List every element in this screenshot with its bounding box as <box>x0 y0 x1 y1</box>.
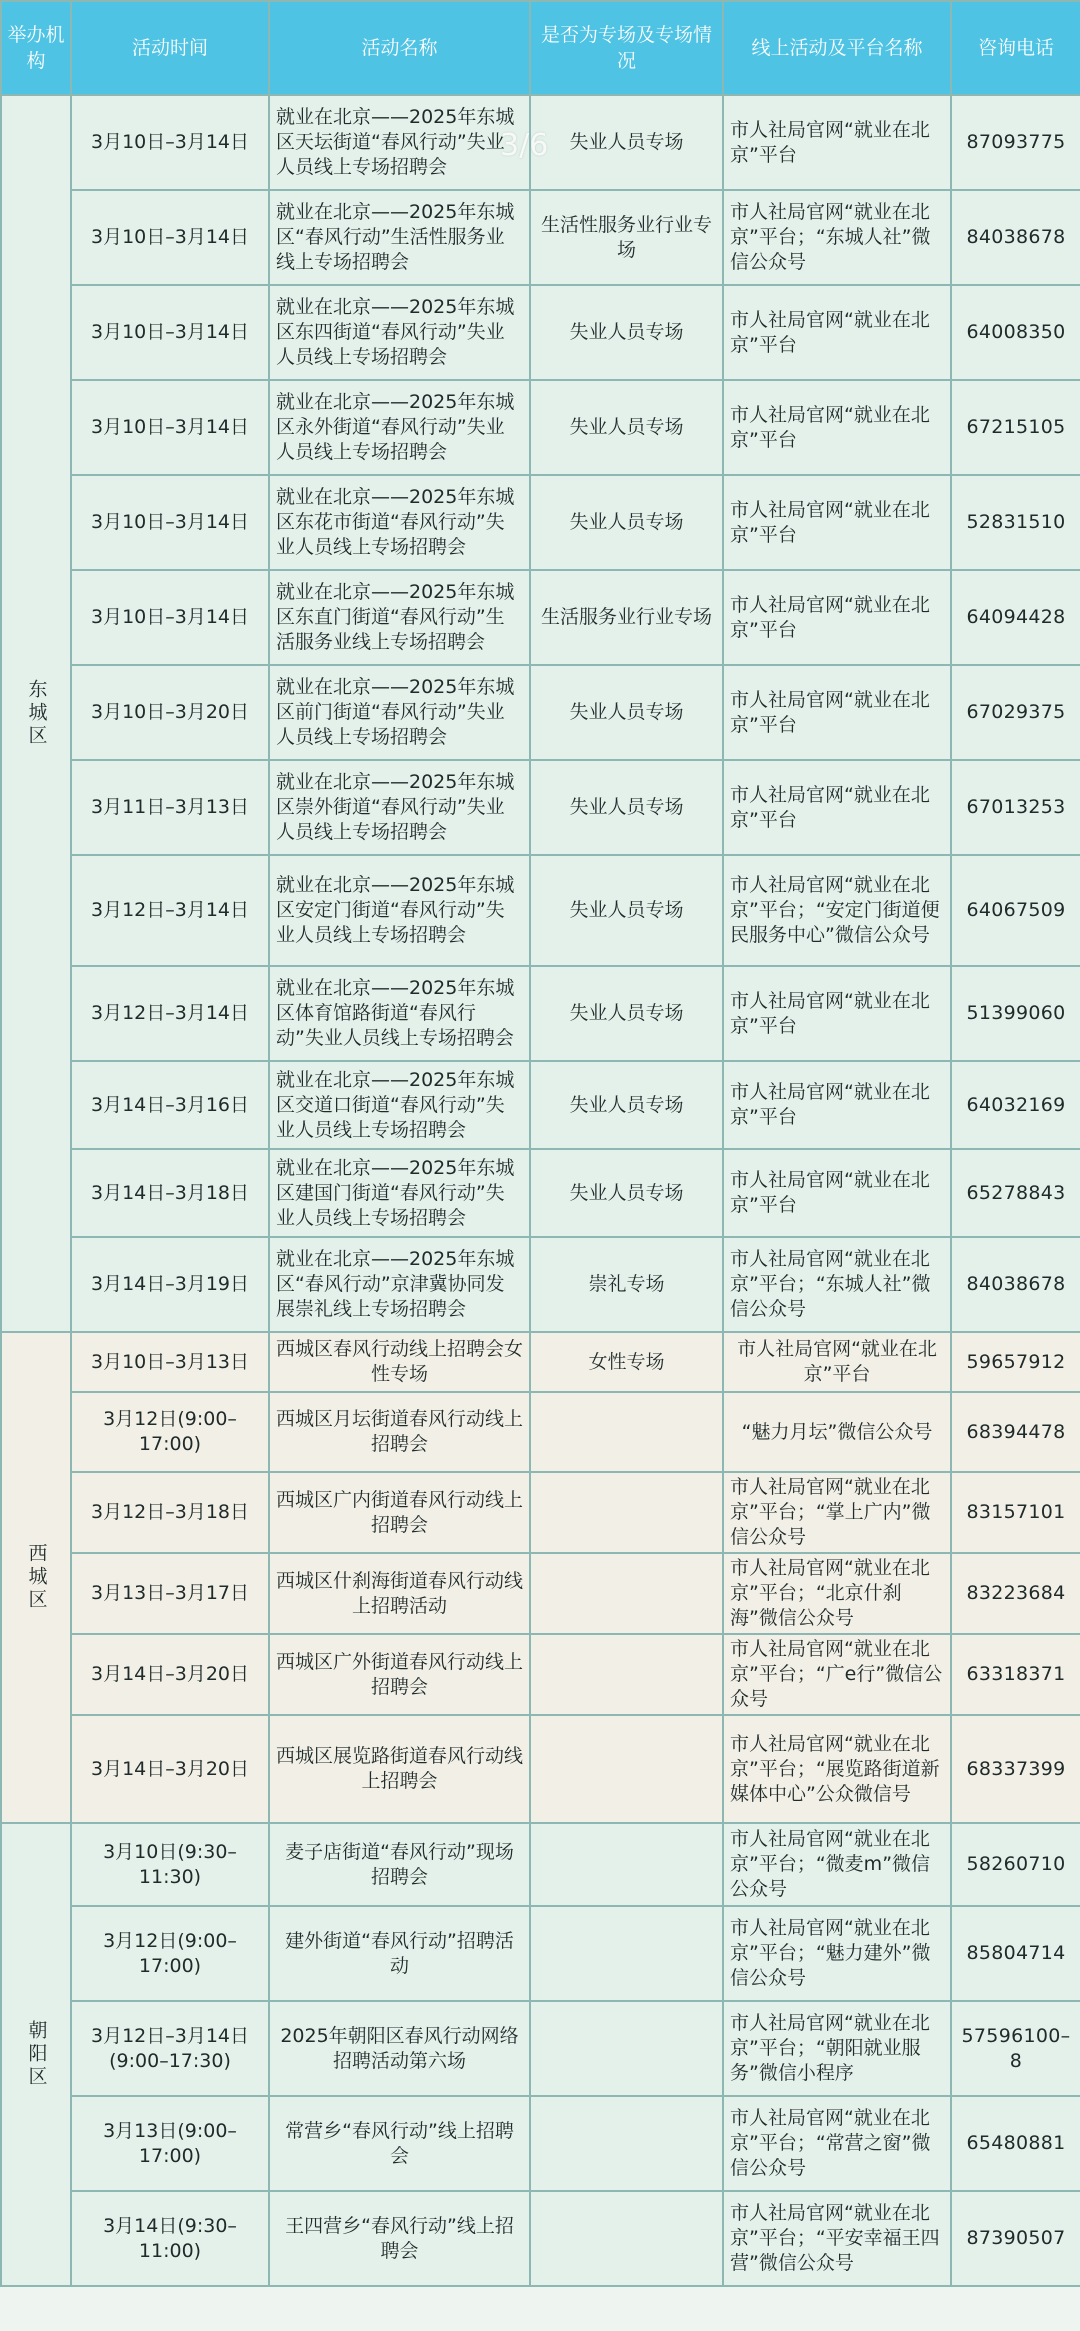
phone-cell: 87390507 <box>951 2191 1080 2286</box>
header-name: 活动名称 <box>269 1 530 95</box>
table-row <box>1 95 1080 190</box>
platform-cell: 市人社局官网“就业在北京”平台 <box>723 285 951 380</box>
name-cell: 西城区什刹海街道春风行动线上招聘活动 <box>269 1553 530 1634</box>
special-cell <box>530 1634 723 1715</box>
table-row <box>1 1392 1080 1472</box>
platform-cell: 市人社局官网“就业在北京”平台 <box>723 760 951 855</box>
special-cell: 崇礼专场 <box>530 1237 723 1332</box>
time-cell: 3月12日–3月18日 <box>71 1472 269 1553</box>
table-row <box>1 570 1080 665</box>
special-cell <box>530 2191 723 2286</box>
phone-cell: 67029375 <box>951 665 1080 760</box>
time-cell: 3月12日(9:00–17:00) <box>71 1392 269 1472</box>
time-cell: 3月12日–3月14日 <box>71 855 269 966</box>
special-cell <box>530 2001 723 2096</box>
time-cell: 3月12日(9:00–17:00) <box>71 1906 269 2001</box>
phone-cell: 64008350 <box>951 285 1080 380</box>
special-cell: 女性专场 <box>530 1332 723 1392</box>
time-cell: 3月14日(9:30–11:00) <box>71 2191 269 2286</box>
time-cell: 3月12日–3月14日(9:00–17:30) <box>71 2001 269 2096</box>
phone-cell: 57596100–8 <box>951 2001 1080 2096</box>
special-cell <box>530 1553 723 1634</box>
phone-cell: 64067509 <box>951 855 1080 966</box>
name-cell: 就业在北京——2025年东城区“春风行动”京津冀协同发展崇礼线上专场招聘会 <box>269 1237 530 1332</box>
time-cell: 3月10日–3月14日 <box>71 570 269 665</box>
phone-cell: 84038678 <box>951 190 1080 285</box>
platform-cell: 市人社局官网“就业在北京”平台 <box>723 1332 951 1392</box>
name-cell: 建外街道“春风行动”招聘活动 <box>269 1906 530 2001</box>
table-row <box>1 1553 1080 1634</box>
platform-cell: 市人社局官网“就业在北京”平台；“魅力建外”微信公众号 <box>723 1906 951 2001</box>
platform-cell: 市人社局官网“就业在北京”平台；“安定门街道便民服务中心”微信公众号 <box>723 855 951 966</box>
table-row <box>1 1061 1080 1149</box>
name-cell: 就业在北京——2025年东城区体育馆路街道“春风行动”失业人员线上专场招聘会 <box>269 966 530 1061</box>
time-cell: 3月13日–3月17日 <box>71 1553 269 1634</box>
special-cell <box>530 1472 723 1553</box>
name-cell: 就业在北京——2025年东城区永外街道“春风行动”失业人员线上专场招聘会 <box>269 380 530 475</box>
table-row <box>1 1906 1080 2001</box>
phone-cell: 65480881 <box>951 2096 1080 2191</box>
time-cell: 3月10日–3月14日 <box>71 475 269 570</box>
table-row <box>1 966 1080 1061</box>
table-row <box>1 1237 1080 1332</box>
table-row <box>1 285 1080 380</box>
platform-cell: 市人社局官网“就业在北京”平台 <box>723 1149 951 1237</box>
org-cell: 东城区 <box>1 95 71 1332</box>
phone-cell: 63318371 <box>951 1634 1080 1715</box>
name-cell: 麦子店街道“春风行动”现场招聘会 <box>269 1823 530 1906</box>
phone-cell: 84038678 <box>951 1237 1080 1332</box>
phone-cell: 67013253 <box>951 760 1080 855</box>
header-org: 举办机构 <box>1 1 71 95</box>
name-cell: 就业在北京——2025年东城区东花市街道“春风行动”失业人员线上专场招聘会 <box>269 475 530 570</box>
table-body <box>1 95 1080 2286</box>
special-cell: 失业人员专场 <box>530 855 723 966</box>
name-cell: 就业在北京——2025年东城区崇外街道“春风行动”失业人员线上专场招聘会 <box>269 760 530 855</box>
phone-cell: 83223684 <box>951 1553 1080 1634</box>
time-cell: 3月10日–3月20日 <box>71 665 269 760</box>
phone-cell: 68337399 <box>951 1715 1080 1823</box>
name-cell: 就业在北京——2025年东城区东直门街道“春风行动”生活服务业线上专场招聘会 <box>269 570 530 665</box>
table-row <box>1 1715 1080 1823</box>
name-cell: 常营乡“春风行动”线上招聘会 <box>269 2096 530 2191</box>
table-row <box>1 2096 1080 2191</box>
special-cell: 失业人员专场 <box>530 1149 723 1237</box>
time-cell: 3月13日(9:00–17:00) <box>71 2096 269 2191</box>
name-cell: 西城区广内街道春风行动线上招聘会 <box>269 1472 530 1553</box>
platform-cell: 市人社局官网“就业在北京”平台；“平安幸福王四营”微信公众号 <box>723 2191 951 2286</box>
name-cell: 就业在北京——2025年东城区安定门街道“春风行动”失业人员线上专场招聘会 <box>269 855 530 966</box>
header-time: 活动时间 <box>71 1 269 95</box>
name-cell: 西城区月坛街道春风行动线上招聘会 <box>269 1392 530 1472</box>
special-cell <box>530 1906 723 2001</box>
org-cell: 西城区 <box>1 1332 71 1823</box>
special-cell: 生活性服务业行业专场 <box>530 190 723 285</box>
special-cell: 生活服务业行业专场 <box>530 570 723 665</box>
time-cell: 3月14日–3月18日 <box>71 1149 269 1237</box>
platform-cell: 市人社局官网“就业在北京”平台 <box>723 570 951 665</box>
platform-cell: 市人社局官网“就业在北京”平台 <box>723 665 951 760</box>
name-cell: 就业在北京——2025年东城区“春风行动”生活性服务业线上专场招聘会 <box>269 190 530 285</box>
special-cell: 失业人员专场 <box>530 285 723 380</box>
table-row <box>1 380 1080 475</box>
special-cell: 失业人员专场 <box>530 966 723 1061</box>
platform-cell: 市人社局官网“就业在北京”平台；“北京什刹海”微信公众号 <box>723 1553 951 1634</box>
time-cell: 3月10日–3月14日 <box>71 285 269 380</box>
table-row <box>1 475 1080 570</box>
table-row <box>1 760 1080 855</box>
special-cell: 失业人员专场 <box>530 380 723 475</box>
name-cell: 就业在北京——2025年东城区交道口街道“春风行动”失业人员线上专场招聘会 <box>269 1061 530 1149</box>
table-row <box>1 1332 1080 1392</box>
table-row <box>1 190 1080 285</box>
special-cell: 失业人员专场 <box>530 1061 723 1149</box>
phone-cell: 83157101 <box>951 1472 1080 1553</box>
platform-cell: 市人社局官网“就业在北京”平台 <box>723 966 951 1061</box>
header-platform: 线上活动及平台名称 <box>723 1 951 95</box>
platform-cell: 市人社局官网“就业在北京”平台 <box>723 95 951 190</box>
phone-cell: 67215105 <box>951 380 1080 475</box>
phone-cell: 58260710 <box>951 1823 1080 1906</box>
phone-cell: 65278843 <box>951 1149 1080 1237</box>
phone-cell: 87093775 <box>951 95 1080 190</box>
table-row <box>1 1823 1080 1906</box>
time-cell: 3月14日–3月16日 <box>71 1061 269 1149</box>
platform-cell: 市人社局官网“就业在北京”平台；“东城人社”微信公众号 <box>723 190 951 285</box>
page-indicator: 3/6 <box>500 128 549 163</box>
platform-cell: “魅力月坛”微信公众号 <box>723 1392 951 1472</box>
table-header-row <box>1 1 1080 95</box>
table-row <box>1 1634 1080 1715</box>
name-cell: 就业在北京——2025年东城区东四街道“春风行动”失业人员线上专场招聘会 <box>269 285 530 380</box>
name-cell: 王四营乡“春风行动”线上招聘会 <box>269 2191 530 2286</box>
name-cell: 就业在北京——2025年东城区前门街道“春风行动”失业人员线上专场招聘会 <box>269 665 530 760</box>
time-cell: 3月10日(9:30–11:30) <box>71 1823 269 1906</box>
platform-cell: 市人社局官网“就业在北京”平台；“东城人社”微信公众号 <box>723 1237 951 1332</box>
table-row <box>1 2001 1080 2096</box>
platform-cell: 市人社局官网“就业在北京”平台；“广e行”微信公众号 <box>723 1634 951 1715</box>
platform-cell: 市人社局官网“就业在北京”平台 <box>723 475 951 570</box>
special-cell <box>530 1715 723 1823</box>
platform-cell: 市人社局官网“就业在北京”平台；“掌上广内”微信公众号 <box>723 1472 951 1553</box>
phone-cell: 85804714 <box>951 1906 1080 2001</box>
time-cell: 3月11日–3月13日 <box>71 760 269 855</box>
special-cell: 失业人员专场 <box>530 760 723 855</box>
time-cell: 3月10日–3月14日 <box>71 190 269 285</box>
org-cell: 朝阳区 <box>1 1823 71 2286</box>
phone-cell: 64094428 <box>951 570 1080 665</box>
platform-cell: 市人社局官网“就业在北京”平台；“展览路街道新媒体中心”公众微信号 <box>723 1715 951 1823</box>
phone-cell: 59657912 <box>951 1332 1080 1392</box>
time-cell: 3月10日–3月13日 <box>71 1332 269 1392</box>
time-cell: 3月14日–3月19日 <box>71 1237 269 1332</box>
phone-cell: 64032169 <box>951 1061 1080 1149</box>
name-cell: 西城区展览路街道春风行动线上招聘会 <box>269 1715 530 1823</box>
platform-cell: 市人社局官网“就业在北京”平台 <box>723 380 951 475</box>
time-cell: 3月14日–3月20日 <box>71 1715 269 1823</box>
table-row <box>1 1472 1080 1553</box>
name-cell: 就业在北京——2025年东城区建国门街道“春风行动”失业人员线上专场招聘会 <box>269 1149 530 1237</box>
name-cell: 就业在北京——2025年东城区天坛街道“春风行动”失业人员线上专场招聘会 <box>269 95 530 190</box>
special-cell: 失业人员专场 <box>530 475 723 570</box>
table-row <box>1 855 1080 966</box>
table-row <box>1 665 1080 760</box>
platform-cell: 市人社局官网“就业在北京”平台 <box>723 1061 951 1149</box>
special-cell <box>530 1392 723 1472</box>
time-cell: 3月14日–3月20日 <box>71 1634 269 1715</box>
special-cell <box>530 2096 723 2191</box>
time-cell: 3月12日–3月14日 <box>71 966 269 1061</box>
time-cell: 3月10日–3月14日 <box>71 95 269 190</box>
name-cell: 2025年朝阳区春风行动网络招聘活动第六场 <box>269 2001 530 2096</box>
phone-cell: 52831510 <box>951 475 1080 570</box>
platform-cell: 市人社局官网“就业在北京”平台；“常营之窗”微信公众号 <box>723 2096 951 2191</box>
special-cell: 失业人员专场 <box>530 665 723 760</box>
phone-cell: 68394478 <box>951 1392 1080 1472</box>
special-cell <box>530 1823 723 1906</box>
name-cell: 西城区春风行动线上招聘会女性专场 <box>269 1332 530 1392</box>
time-cell: 3月10日–3月14日 <box>71 380 269 475</box>
table-row <box>1 1149 1080 1237</box>
header-phone: 咨询电话 <box>951 1 1080 95</box>
name-cell: 西城区广外街道春风行动线上招聘会 <box>269 1634 530 1715</box>
special-cell: 失业人员专场 <box>530 95 723 190</box>
phone-cell: 51399060 <box>951 966 1080 1061</box>
platform-cell: 市人社局官网“就业在北京”平台；“微麦m”微信公众号 <box>723 1823 951 1906</box>
header-special: 是否为专场及专场情况 <box>530 1 723 95</box>
table-row <box>1 2191 1080 2286</box>
platform-cell: 市人社局官网“就业在北京”平台；“朝阳就业服务”微信小程序 <box>723 2001 951 2096</box>
